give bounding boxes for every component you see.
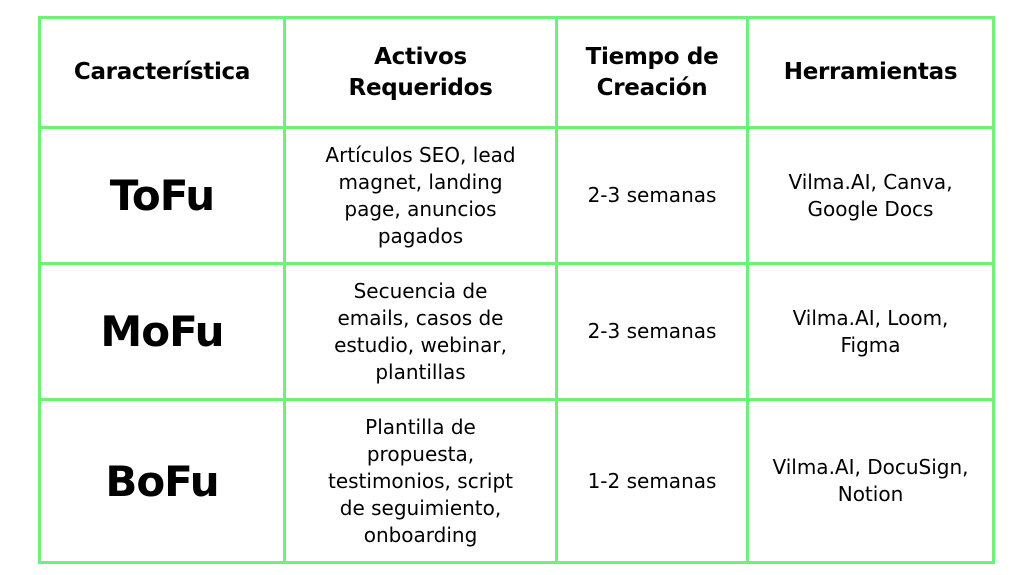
time-cell bbox=[557, 400, 748, 563]
table-row bbox=[40, 128, 994, 264]
time-cell bbox=[557, 128, 748, 264]
header-label: Tiempo de Creación bbox=[585, 43, 719, 101]
header-label: Activos Requeridos bbox=[348, 43, 493, 101]
header-tiempo-de-creacion bbox=[557, 18, 748, 128]
stage-cell bbox=[40, 264, 285, 400]
stage-label: MoFu bbox=[100, 307, 224, 356]
assets-cell bbox=[285, 400, 557, 563]
tools-cell bbox=[748, 128, 994, 264]
header-activos-requeridos bbox=[285, 18, 557, 128]
tools-text: Vilma.AI, Canva, Google Docs bbox=[788, 169, 953, 221]
assets-text: Secuencia de emails, casos de estudio, webinar, plantillas bbox=[334, 278, 507, 384]
header-label: Característica bbox=[73, 59, 251, 85]
tools-cell bbox=[748, 400, 994, 563]
table-row bbox=[40, 264, 994, 400]
time-text: 1-2 semanas bbox=[587, 468, 717, 493]
assets-text: Plantilla de propuesta, testimonios, script de seguimiento, onboarding bbox=[327, 414, 514, 547]
tools-text: Vilma.AI, Loom, Figma bbox=[792, 305, 949, 357]
tools-cell bbox=[748, 264, 994, 400]
header-label: Herramientas bbox=[783, 59, 958, 85]
table-header-row bbox=[40, 18, 994, 128]
header-herramientas bbox=[748, 18, 994, 128]
assets-text: Artículos SEO, lead magnet, landing page, anuncios pagados bbox=[325, 142, 516, 248]
stage-label: BoFu bbox=[105, 456, 219, 506]
assets-cell bbox=[285, 264, 557, 400]
stage-cell bbox=[40, 400, 285, 563]
time-cell bbox=[557, 264, 748, 400]
time-text: 2-3 semanas bbox=[587, 319, 717, 343]
stage-cell bbox=[40, 128, 285, 264]
stage-label: ToFu bbox=[109, 171, 215, 220]
time-text: 2-3 semanas bbox=[587, 183, 717, 207]
funnel-comparison-table bbox=[38, 16, 995, 564]
table-row bbox=[40, 400, 994, 563]
header-caracteristica bbox=[40, 18, 285, 128]
assets-cell bbox=[285, 128, 557, 264]
tools-text: Vilma.AI, DocuSign, Notion bbox=[772, 455, 969, 506]
